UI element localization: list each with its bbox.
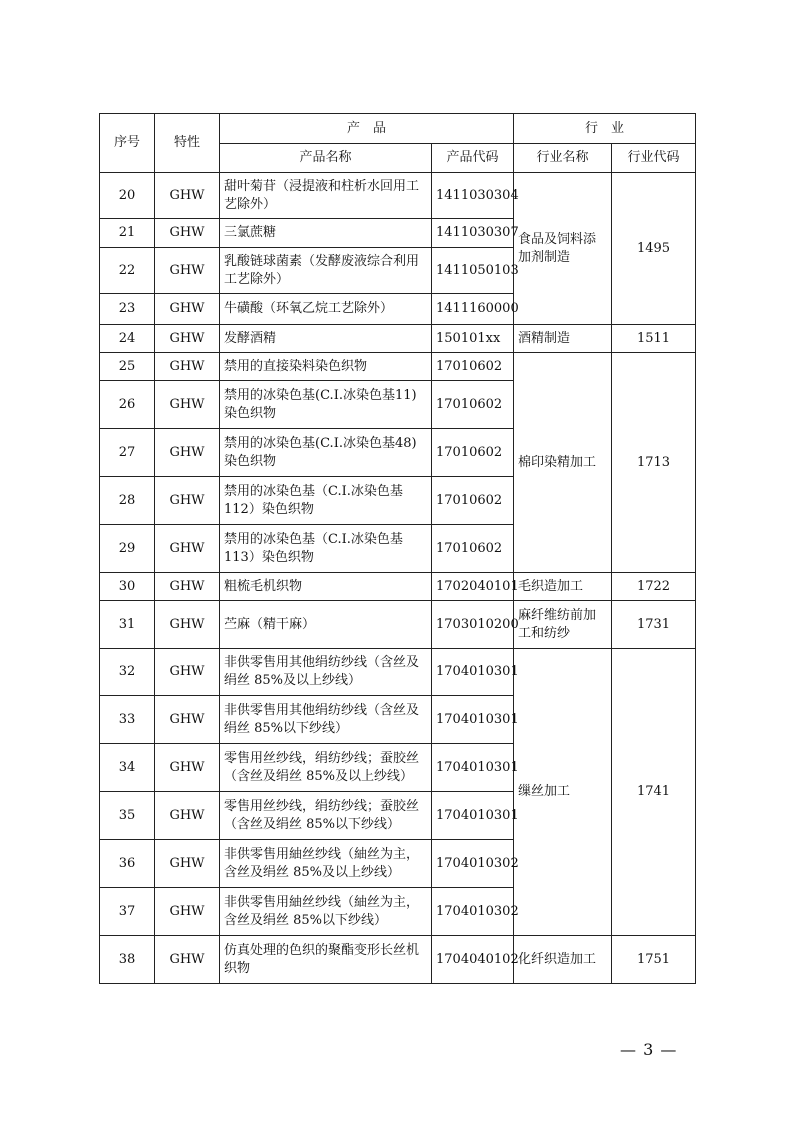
product-industry-table: [99, 113, 696, 984]
industry-code: 1495: [612, 173, 696, 325]
row-attr: GHW: [155, 744, 220, 792]
row-product-code: 1704010302: [432, 888, 514, 936]
row-product-code: 1702040101: [432, 573, 514, 601]
row-product-code: 1411050103: [432, 248, 514, 294]
row-product-code: 150101xx: [432, 325, 514, 353]
row-product-code: 1704010302: [432, 840, 514, 888]
row-product-name: 非供零售用紬丝纱线（紬丝为主，含丝及绢丝 85%以下纱线）: [220, 888, 432, 936]
row-attr: GHW: [155, 219, 220, 248]
header-product-name: 产品名称: [220, 144, 432, 173]
industry-code: 1741: [612, 649, 696, 936]
row-product-code: 1704010301: [432, 696, 514, 744]
row-product-name: 禁用的冰染色基（C.I.冰染色基113）染色织物: [220, 525, 432, 573]
row-attr: GHW: [155, 325, 220, 353]
row-seq: 33: [100, 696, 155, 744]
table-row: [100, 353, 696, 381]
row-product-code: 1704010301: [432, 744, 514, 792]
header-industry-name: 行业名称: [514, 144, 612, 173]
row-product-name: 发酵酒精: [220, 325, 432, 353]
row-product-name: 三氯蔗糖: [220, 219, 432, 248]
row-seq: 31: [100, 601, 155, 649]
row-product-code: 1411030307: [432, 219, 514, 248]
row-product-code: 17010602: [432, 525, 514, 573]
row-product-name: 仿真处理的色织的聚酯变形长丝机织物: [220, 936, 432, 984]
row-attr: GHW: [155, 573, 220, 601]
row-product-code: 1704040102: [432, 936, 514, 984]
industry-code: 1722: [612, 573, 696, 601]
industry-name: 棉印染精加工: [514, 353, 612, 573]
row-product-code: 17010602: [432, 477, 514, 525]
table-row: [100, 601, 696, 649]
row-attr: GHW: [155, 888, 220, 936]
industry-name: 缫丝加工: [514, 649, 612, 936]
row-product-name: 乳酸链球菌素（发酵废液综合利用工艺除外）: [220, 248, 432, 294]
row-attr: GHW: [155, 381, 220, 429]
row-product-code: 1411030304: [432, 173, 514, 219]
industry-name: 酒精制造: [514, 325, 612, 353]
page-number: — 3 —: [620, 1040, 678, 1059]
row-attr: GHW: [155, 696, 220, 744]
row-attr: GHW: [155, 248, 220, 294]
table-row: [100, 573, 696, 601]
header-industry-code: 行业代码: [612, 144, 696, 173]
industry-name: 化纤织造加工: [514, 936, 612, 984]
row-product-name: 禁用的直接染料染色织物: [220, 353, 432, 381]
row-seq: 23: [100, 294, 155, 325]
row-product-name: 甜叶菊苷（浸提液和柱析水回用工艺除外）: [220, 173, 432, 219]
row-attr: GHW: [155, 792, 220, 840]
row-seq: 32: [100, 649, 155, 696]
row-product-name: 牛磺酸（环氧乙烷工艺除外）: [220, 294, 432, 325]
row-seq: 22: [100, 248, 155, 294]
row-attr: GHW: [155, 649, 220, 696]
row-seq: 36: [100, 840, 155, 888]
row-seq: 25: [100, 353, 155, 381]
row-product-name: 禁用的冰染色基（C.I.冰染色基112）染色织物: [220, 477, 432, 525]
row-product-code: 1411160000: [432, 294, 514, 325]
row-product-code: 1704010301: [432, 792, 514, 840]
table-row: [100, 936, 696, 984]
header-product-group: 产 品: [220, 114, 514, 144]
row-seq: 26: [100, 381, 155, 429]
table-row: [100, 649, 696, 696]
row-seq: 28: [100, 477, 155, 525]
row-attr: GHW: [155, 936, 220, 984]
row-product-code: 17010602: [432, 381, 514, 429]
row-product-code: 17010602: [432, 429, 514, 477]
header-product-code: 产品代码: [432, 144, 514, 173]
row-seq: 29: [100, 525, 155, 573]
row-seq: 37: [100, 888, 155, 936]
row-seq: 21: [100, 219, 155, 248]
industry-code: 1751: [612, 936, 696, 984]
row-seq: 24: [100, 325, 155, 353]
industry-name: 麻纤维纺前加工和纺纱: [514, 601, 612, 649]
row-product-code: 17010602: [432, 353, 514, 381]
header-seq: 序号: [100, 114, 155, 173]
row-attr: GHW: [155, 477, 220, 525]
header-industry-group: 行 业: [514, 114, 696, 144]
row-product-name: 零售用丝纱线，绢纺纱线；蚕胶丝（含丝及绢丝 85%以下纱线）: [220, 792, 432, 840]
header-attr: 特性: [155, 114, 220, 173]
row-seq: 30: [100, 573, 155, 601]
row-seq: 34: [100, 744, 155, 792]
table-row: [100, 325, 696, 353]
row-attr: GHW: [155, 525, 220, 573]
industry-name: 食品及饲料添加剂制造: [514, 173, 612, 325]
row-attr: GHW: [155, 173, 220, 219]
row-seq: 38: [100, 936, 155, 984]
row-product-name: 非供零售用其他绢纺纱线（含丝及绢丝 85%以下纱线）: [220, 696, 432, 744]
row-product-name: 零售用丝纱线，绢纺纱线；蚕胶丝（含丝及绢丝 85%及以上纱线）: [220, 744, 432, 792]
row-attr: GHW: [155, 294, 220, 325]
industry-code: 1731: [612, 601, 696, 649]
row-product-code: 1703010200: [432, 601, 514, 649]
industry-name: 毛织造加工: [514, 573, 612, 601]
row-product-code: 1704010301: [432, 649, 514, 696]
row-product-name: 非供零售用紬丝纱线（紬丝为主，含丝及绢丝 85%及以上纱线）: [220, 840, 432, 888]
row-seq: 20: [100, 173, 155, 219]
row-attr: GHW: [155, 353, 220, 381]
row-product-name: 禁用的冰染色基(C.I.冰染色基11)染色织物: [220, 381, 432, 429]
industry-code: 1511: [612, 325, 696, 353]
row-product-name: 粗梳毛机织物: [220, 573, 432, 601]
row-attr: GHW: [155, 601, 220, 649]
row-seq: 35: [100, 792, 155, 840]
row-attr: GHW: [155, 840, 220, 888]
row-product-name: 苎麻（精干麻）: [220, 601, 432, 649]
row-product-name: 禁用的冰染色基(C.I.冰染色基48)染色织物: [220, 429, 432, 477]
industry-code: 1713: [612, 353, 696, 573]
table-row: [100, 173, 696, 219]
row-seq: 27: [100, 429, 155, 477]
row-product-name: 非供零售用其他绢纺纱线（含丝及绢丝 85%及以上纱线）: [220, 649, 432, 696]
row-attr: GHW: [155, 429, 220, 477]
